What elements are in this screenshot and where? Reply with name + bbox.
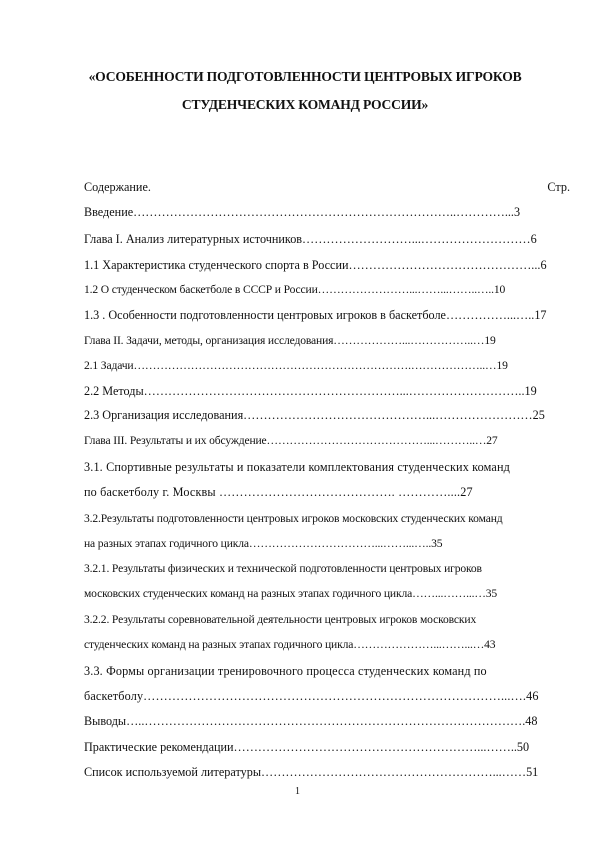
toc-line[interactable]: Глава III. Результаты и их обсуждение……………………………………...………..…27 — [84, 434, 498, 447]
toc-line[interactable]: на разных этапах годичного цикла……………………………...……...…..35 — [84, 537, 443, 550]
toc-header — [84, 180, 570, 198]
toc-line[interactable]: 3.2.Результаты подготовленности центровых игроков московских студенческих команд — [84, 512, 503, 525]
toc-label: Содержание. — [84, 180, 151, 194]
toc-line[interactable]: 1.1 Характеристика студенческого спорта в России………………………………………...6 — [84, 258, 547, 272]
toc-line[interactable]: баскетболу……………………………………………………………………………...….46 — [84, 689, 539, 703]
toc-line[interactable]: 3.2.2. Результаты соревновательной деятельности центровых игроков московских — [84, 613, 477, 626]
toc-line[interactable]: 3.1. Спортивные результаты и показатели комплектования студенческих команд — [84, 460, 510, 474]
page-number: 1 — [295, 786, 300, 797]
toc-line[interactable]: 1.2 О студенческом баскетболе в СССР и России……………………...……...……..…..10 — [84, 283, 506, 296]
toc-line[interactable]: Введение……………………………………………………………………..…………...3 — [84, 205, 521, 219]
toc-line[interactable]: Глава I. Анализ литературных источников………………………...………………………6 — [84, 232, 537, 246]
document-title-line-1: «ОСОБЕННОСТИ ПОДГОТОВЛЕННОСТИ ЦЕНТРОВЫХ ИГРОКОВ — [88, 69, 522, 84]
document-title-line-2: СТУДЕНЧЕСКИХ КОМАНД РОССИИ» — [181, 97, 429, 112]
toc-line[interactable]: Выводы…..………………………………………………………………………………….48 — [84, 714, 538, 728]
toc-line[interactable]: 3.3. Формы организации тренировочного процесса студенческих команд по — [84, 664, 487, 678]
toc-line[interactable]: 2.2 Методы………………………………………………………...………………………..19 — [84, 384, 537, 398]
toc-line[interactable]: 3.2.1. Результаты физических и технической подготовленности центровых игроков — [84, 562, 482, 575]
toc-line[interactable]: 2.3 Организация исследования………………………………………...……………………25 — [84, 408, 545, 422]
toc-line[interactable]: 2.1 Задачи……………………………………………………………….………………..…19 — [84, 359, 508, 372]
toc-line[interactable]: 1.3 . Особенности подготовленности центровых игроков в баскетболе……………...…..17 — [84, 308, 547, 322]
page-column-label: Стр. — [547, 180, 570, 194]
toc-line[interactable]: студенческих команд на разных этапах годичного цикла…………………...……...…43 — [84, 638, 496, 651]
toc-line[interactable]: московских студенческих команд на разных этапах годичного цикла……...……...…35 — [84, 587, 498, 600]
toc-line[interactable]: Список используемой литературы…………………………………………………...……51 — [84, 765, 539, 779]
toc-line[interactable]: по баскетболу г. Москвы ……………………………………. …………....27 — [84, 485, 473, 499]
toc-line[interactable]: Глава II. Задачи, методы, организация исследования………………...……………..…19 — [84, 334, 496, 347]
toc-line[interactable]: Практические рекомендации……………………………………………………...……..50 — [84, 740, 530, 754]
